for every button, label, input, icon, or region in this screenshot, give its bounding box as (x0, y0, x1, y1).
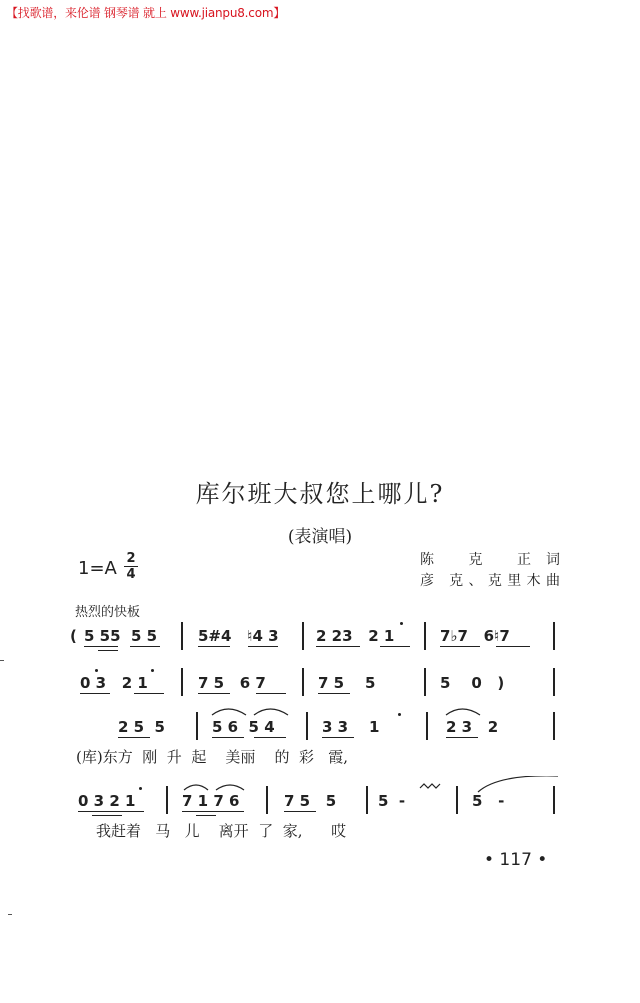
time-signature-bottom: 4 (126, 567, 136, 582)
note-group: 7♭7 6♮7 (440, 627, 510, 645)
slur-marks (208, 703, 508, 717)
note-group: 5 0 ) (440, 674, 505, 692)
lyrics-line-2: 我赶着 马 儿 离开 了 家, 哎 (96, 822, 347, 840)
lyrics-line-1: (库)东方 刚 升 起 美丽 的 彩 霞, (76, 748, 349, 766)
note-group: 5#4 ♮4 3 (198, 627, 279, 645)
watermark-banner: 【找歌谱，来伦谱 钢琴谱 就上 www.jianpu8.com】 (6, 6, 286, 20)
note-group: 0 3 2 1 (80, 674, 148, 692)
note-group: 7 5 5 (284, 792, 337, 810)
page-number: • 117 • (484, 850, 548, 870)
tempo-marking: 热烈的快板 (75, 605, 141, 620)
note-group: 7 1 7 6 (182, 792, 240, 810)
note-group: 7 5 6 7 (198, 674, 266, 692)
note-group: ( (70, 627, 77, 645)
note-group: 5 6 5 4 (212, 718, 275, 736)
time-signature (124, 552, 138, 581)
lyricist-credit: 陈 克 正词 (420, 552, 560, 568)
note-group: 0 3 2 1 (78, 792, 136, 810)
note-group: 5 55 5 5 (84, 627, 158, 645)
slur-marks (178, 776, 558, 794)
note-group: 2 23 2 1 (316, 627, 395, 645)
note-group: 2 3 2 (446, 718, 499, 736)
composer-credit: 彦 克、克里木曲 (420, 573, 560, 589)
time-signature-top: 2 (126, 551, 136, 566)
note-group: 3 3 1 (322, 718, 380, 736)
note-group: 7 5 5 (318, 674, 376, 692)
note-group: 5 - (472, 792, 505, 810)
key-signature: 1=A (78, 558, 117, 579)
note-group: 5 - (378, 792, 406, 810)
song-title: 库尔班大叔您上哪儿? (195, 480, 445, 508)
song-subtitle: (表演唱) (287, 527, 353, 547)
note-group: 2 5 5 (118, 718, 165, 736)
